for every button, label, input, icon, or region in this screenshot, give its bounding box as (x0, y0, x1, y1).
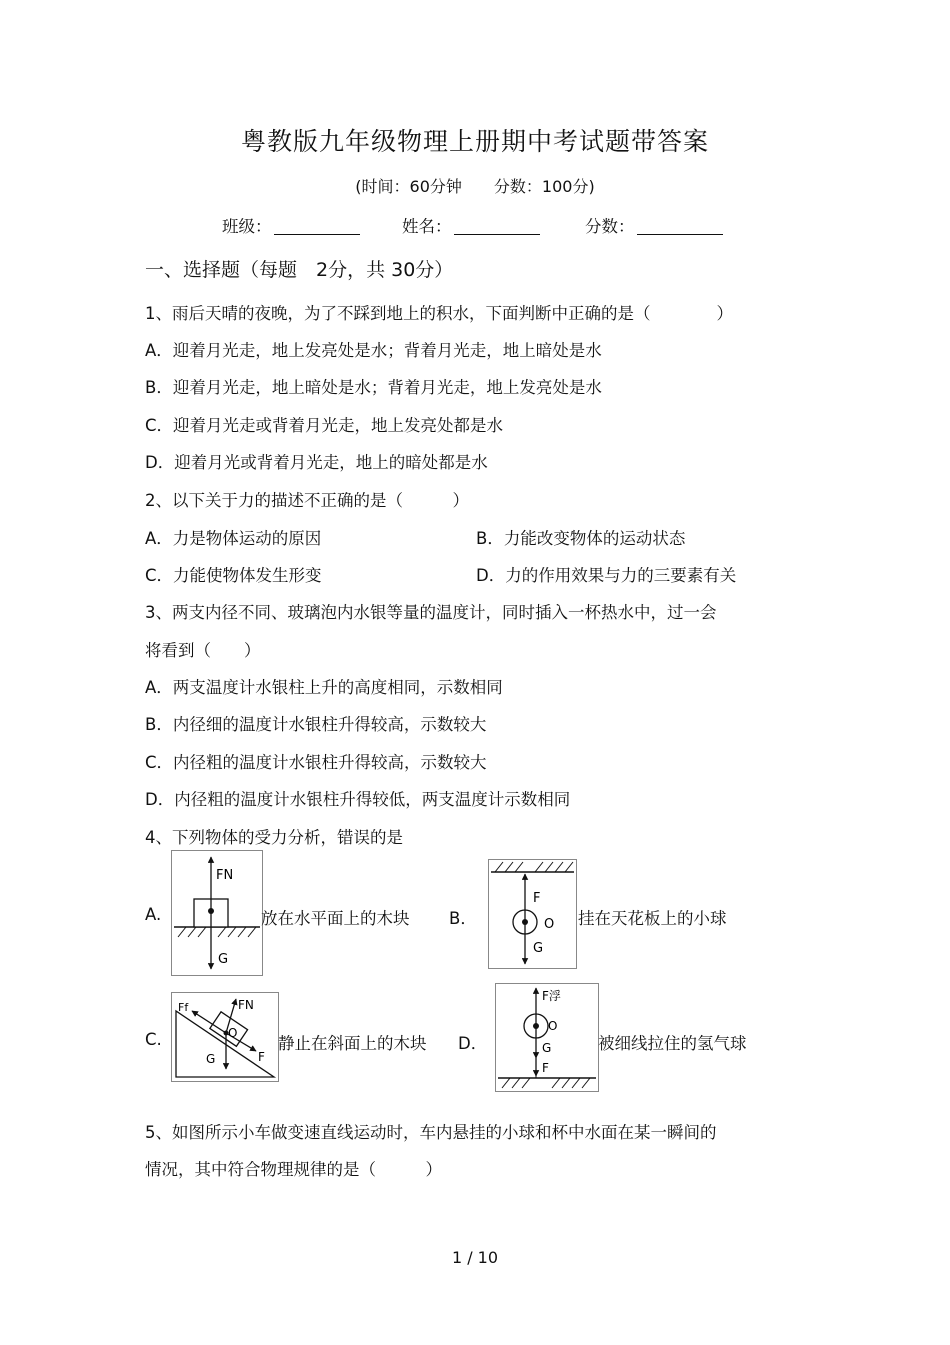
question-2-option-d: D．力的作用效果与力的三要素有关 (476, 566, 737, 585)
question-3-option-b: B．内径细的温度计水银柱升得较高，示数较大 (145, 715, 487, 734)
page-title: 粤教版九年级物理上册期中考试题带答案 (240, 127, 709, 156)
label-f: F (542, 1061, 549, 1075)
name-blank[interactable] (454, 218, 540, 235)
score-field (585, 213, 723, 237)
question-3-stem-line2: 将看到（ ） (145, 641, 261, 660)
question-1-stem: 1、雨后天晴的夜晚，为了不踩到地上的积水，下面判断中正确的是（ ） (145, 304, 733, 323)
question-4-option-b-letter: B． (449, 909, 477, 928)
figure-balloon-on-string (495, 983, 599, 1092)
label-g: G (218, 952, 229, 967)
label-g: G (206, 1052, 216, 1066)
question-1-option-d: D．迎着月光或背着月光走，地上的暗处都是水 (145, 453, 488, 472)
question-4-option-c-letter: C. (145, 1030, 162, 1049)
question-4-option-c-text: 静止在斜面上的木块 (278, 1034, 427, 1053)
score-blank[interactable] (637, 218, 723, 235)
question-2-option-b: B．力能改变物体的运动状态 (476, 529, 686, 548)
label-g: G (533, 941, 544, 956)
question-4-stem: 4、下列物体的受力分析，错误的是 (145, 828, 403, 847)
label-g: G (542, 1041, 552, 1055)
exam-subtitle: (时间：60分钟 分数：100分) (355, 177, 595, 196)
name-label: 姓名： (402, 217, 452, 236)
class-label: 班级： (222, 217, 272, 236)
figure-block-on-floor (171, 850, 263, 976)
question-2-stem: 2、以下关于力的描述不正确的是（ ） (145, 491, 469, 510)
score-label: 分数： (585, 217, 635, 236)
question-4-option-d-letter: D． (458, 1034, 488, 1053)
label-f: F (258, 1050, 265, 1064)
question-5-stem-line1: 5、如图所示小车做变速直线运动时，车内悬挂的小球和杯中水面在某一瞬间的 (145, 1123, 717, 1142)
question-1-option-a: A．迎着月光走，地上发亮处是水；背着月光走，地上暗处是水 (145, 341, 602, 360)
question-3-stem-line1: 3、两支内径不同、玻璃泡内水银等量的温度计，同时插入一杯热水中，过一会 (145, 603, 717, 622)
label-o: O (228, 1026, 238, 1040)
question-4-option-a-letter: A. (145, 905, 162, 924)
figure-ball-on-ceiling (488, 859, 577, 969)
label-o: O (548, 1019, 558, 1033)
name-field (402, 213, 540, 237)
question-5-stem-line2: 情况，其中符合物理规律的是（ ） (145, 1160, 442, 1179)
label-fn: FN (238, 998, 254, 1012)
question-3-option-d: D．内径粗的温度计水银柱升得较低，两支温度计示数相同 (145, 790, 571, 809)
label-fn: FN (216, 868, 234, 883)
page-number: 1 / 10 (451, 1248, 499, 1267)
question-3-option-c: C．内径粗的温度计水银柱升得较高，示数较大 (145, 753, 487, 772)
label-o: O (544, 917, 555, 932)
class-field (222, 213, 360, 237)
question-3-option-a: A．两支温度计水银柱上升的高度相同，示数相同 (145, 678, 503, 697)
figure-block-on-incline (171, 992, 279, 1082)
section-heading: 一、选择题（每题 2分，共 30分） (145, 259, 454, 281)
label-ff: Ff (178, 1001, 189, 1014)
label-f-float: F浮 (542, 989, 561, 1003)
question-1-option-c: C．迎着月光走或背着月光走，地上发亮处都是水 (145, 416, 504, 435)
question-4-option-b-text: 挂在天花板上的小球 (578, 909, 727, 928)
question-2-option-a: A．力是物体运动的原因 (145, 529, 322, 548)
label-f: F (533, 891, 541, 906)
class-blank[interactable] (274, 218, 360, 235)
question-4-option-a-text: 放在水平面上的木块 (261, 909, 410, 928)
question-2-option-c: C．力能使物体发生形变 (145, 566, 322, 585)
question-1-option-b: B．迎着月光走，地上暗处是水；背着月光走，地上发亮处是水 (145, 378, 602, 397)
question-4-option-d-text: 被细线拉住的氢气球 (598, 1034, 747, 1053)
